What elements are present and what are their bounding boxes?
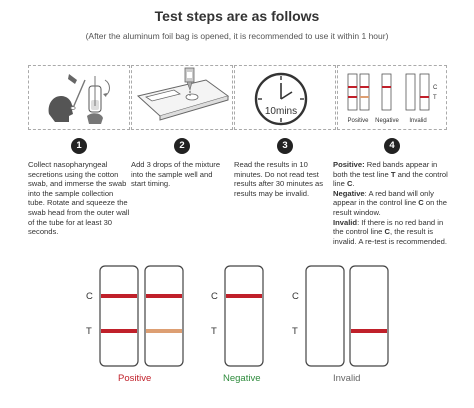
step-2-illustration: [131, 65, 233, 130]
step-1-number: 1: [71, 138, 87, 154]
step-4-text: Positive: Red bands appear in both the test line T and the control line C. Negative: A red band will only appear in the control line C on the result window. Invalid: If there is no red band in the control line C, the result is invalid. A re-test is recommended.: [333, 160, 448, 246]
negative-term: Negative: [333, 188, 365, 198]
invalid-c-label: C: [292, 291, 299, 302]
invalid-t-label: T: [292, 326, 298, 337]
mini-positive-label: Positive: [347, 118, 369, 124]
clock-icon: [235, 66, 337, 131]
step-3-text: Read the results in 10 minutes. Do not read test results after 30 minutes as results may be invalid.: [234, 160, 324, 198]
result-strips: [0, 260, 474, 372]
positive-t-band-1: [101, 329, 137, 333]
page-title: Test steps are as follows: [154, 8, 320, 24]
invalid-t-band: [351, 329, 387, 333]
step-3-illustration: [234, 65, 336, 130]
mini-invalid-label: Invalid: [409, 118, 427, 124]
step-2-text: Add 3 drops of the mixture into the sample well and start timing.: [131, 160, 221, 189]
mini-result-strips: [338, 66, 448, 131]
swab-tube-icon: [29, 66, 131, 131]
positive-t-label: T: [86, 326, 92, 337]
invalid-strip-1: [306, 266, 344, 366]
step-4-illustration: [337, 65, 447, 130]
negative-c-band: [226, 294, 262, 298]
invalid-caption: Invalid: [333, 373, 361, 384]
positive-term: Positive:: [333, 160, 365, 169]
positive-c-band-1: [101, 294, 137, 298]
mini-c-label: C: [433, 85, 438, 91]
negative-caption: Negative: [223, 373, 261, 384]
step-1-illustration: [28, 65, 130, 130]
invalid-term: Invalid: [333, 217, 358, 227]
negative-t-label: T: [211, 326, 217, 337]
positive-c-label: C: [86, 291, 93, 302]
mini-t-label: T: [433, 95, 437, 101]
invalid-strip-2: [350, 266, 388, 366]
step-1-text: Collect nasopharyngeal secretions using the cotton swab, and immerse the swab into the sample collection tube. Rotate and squeeze the swab head from the outer wall of the tube for at least 30 seconds.: [28, 160, 130, 237]
cassette-dropper-icon: [132, 66, 234, 131]
clock-label: 10mins: [264, 106, 298, 117]
positive-c-band-2: [146, 294, 182, 298]
positive-t-band-2: [146, 329, 182, 333]
negative-c-label: C: [211, 291, 218, 302]
step-3-number: 3: [277, 138, 293, 154]
positive-strip-1: [100, 266, 138, 366]
negative-strip: [225, 266, 263, 366]
step-4-number: 4: [384, 138, 400, 154]
positive-caption: Positive: [118, 373, 152, 384]
positive-strip-2: [145, 266, 183, 366]
page-subtitle: (After the aluminum foil bag is opened, it is recommended to use it within 1 hour): [85, 31, 389, 41]
step-2-number: 2: [174, 138, 190, 154]
mini-negative-label: Negative: [375, 118, 399, 124]
